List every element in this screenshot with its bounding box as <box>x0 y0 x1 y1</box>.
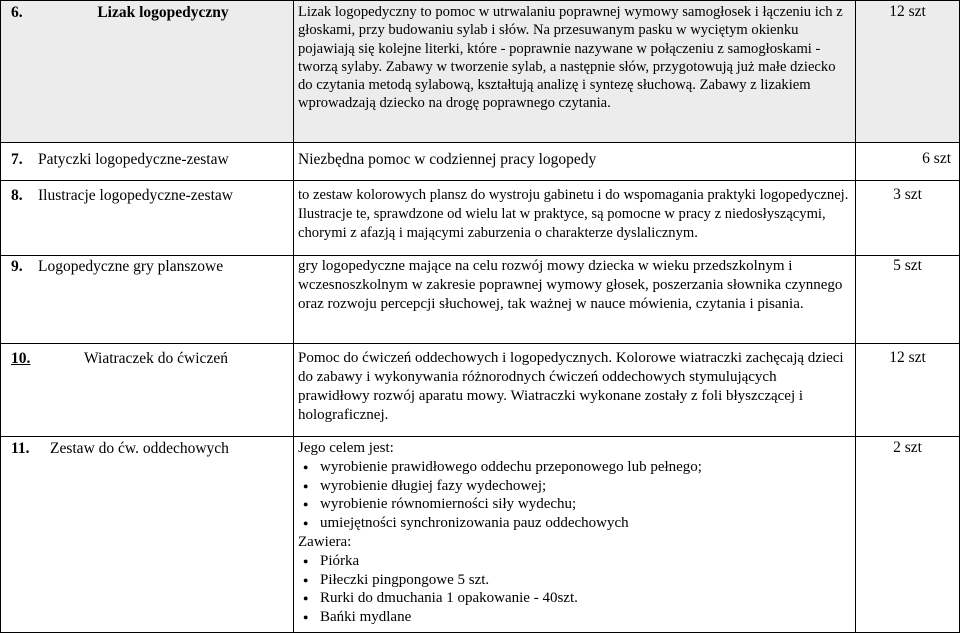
item-description: gry logopedyczne mające na celu rozwój mowy dziecka w wieku przedszkolnym i wczesnoszkolnym w zakresie poprawnej wymowy głosek, poszerzania słownika czynnego oraz rozwoju percepcji słuchowej, tak ważnej w nauce mówienia, czytania i pisania. <box>294 256 856 344</box>
contents-list <box>298 552 851 627</box>
item-number: 11. <box>11 440 30 457</box>
item-description <box>294 437 856 633</box>
item-quantity: 12 szt <box>856 1 960 143</box>
table-row <box>1 143 960 181</box>
list-item: ● Bańki mydlane <box>320 608 851 627</box>
goals-list <box>298 458 851 533</box>
item-description: to zestaw kolorowych plansz do wystroju gabinetu i do wspomagania praktyki logopedycznej. Ilustracje te, sprawdzone od wielu lat w praktyce, są pomocne w pracy z niedosłyszącymi, chorymi z afazją i mającymi zaburzenia o charakterze dyslalicznym. <box>294 181 856 256</box>
goals-intro: Jego celem jest: <box>298 440 394 456</box>
list-item: ● wyrobienie równomierności siły wydechu; <box>320 495 851 514</box>
item-name: Wiatraczek do ćwiczeń <box>84 350 228 367</box>
list-item: ● Rurki do dmuchania 1 opakowanie - 40szt. <box>320 589 851 608</box>
item-name-cell <box>1 1 294 143</box>
item-name: Patyczki logopedyczne-zestaw <box>38 151 229 168</box>
item-number: 9. <box>11 258 23 275</box>
item-name: Ilustracje logopedyczne-zestaw <box>38 187 233 204</box>
item-quantity: 5 szt <box>856 256 960 344</box>
item-number: 10. <box>11 350 31 367</box>
item-name: Logopedyczne gry planszowe <box>38 258 224 275</box>
table-row <box>1 344 960 437</box>
table-row <box>1 181 960 256</box>
item-name-cell <box>1 256 294 344</box>
list-item: ● wyrobienie prawidłowego oddechu przeponowego lub pełnego; <box>320 458 851 477</box>
item-number: 6. <box>11 4 23 21</box>
item-description: Pomoc do ćwiczeń oddechowych i logopedycznych. Kolorowe wiatraczki zachęcają dzieci do zabawy i wykonywania różnorodnych ćwiczeń oddechowych stymulujących prawidłowy rozwój aparatu mowy. Wiatraczki wykonane zostały z foli błyszczącej i holograficznej. <box>294 344 856 437</box>
item-quantity: 3 szt <box>856 181 960 256</box>
item-name: Lizak logopedyczny <box>97 4 229 21</box>
list-item: ● Piórka <box>320 552 851 571</box>
item-description: Lizak logopedyczny to pomoc w utrwalaniu poprawnej wymowy samogłosek i łączeniu ich z głoskami, przy budowaniu sylab i słów. Na przesuwanym pasku w wyciętym okienku pojawiają się kolejne literki, które - poprawnie nazywane w połączeniu z samogłoskami - tworzą sylaby. Zabawy w tworzenie sylab, a następnie słów, przygotowują już małe dziecko do czytania metodą sylabową, kształtują analizę i syntezę słuchową. Zabawy z lizakiem wprowadzają dziecko na drogę poprawnego czytania. <box>294 1 856 143</box>
item-number: 8. <box>11 187 23 204</box>
contents-label: Zawiera: <box>298 533 352 550</box>
table-row <box>1 1 960 143</box>
item-quantity: 6 szt <box>856 143 960 181</box>
item-name: Zestaw do ćw. oddechowych <box>50 440 229 457</box>
table-row <box>1 437 960 633</box>
list-item: ● Piłeczki pingpongowe 5 szt. <box>320 571 851 590</box>
list-item: ● umiejętności synchronizowania pauz oddechowych <box>320 514 851 533</box>
item-name-cell <box>1 181 294 256</box>
item-name-cell <box>1 437 294 633</box>
item-name-cell <box>1 143 294 181</box>
list-item: ● wyrobienie długiej fazy wydechowej; <box>320 477 851 496</box>
item-name-cell <box>1 344 294 437</box>
item-number: 7. <box>11 151 23 168</box>
item-quantity: 12 szt <box>856 344 960 437</box>
table-row <box>1 256 960 344</box>
item-description: Niezbędna pomoc w codziennej pracy logopedy <box>294 143 856 181</box>
item-quantity: 2 szt <box>856 437 960 633</box>
